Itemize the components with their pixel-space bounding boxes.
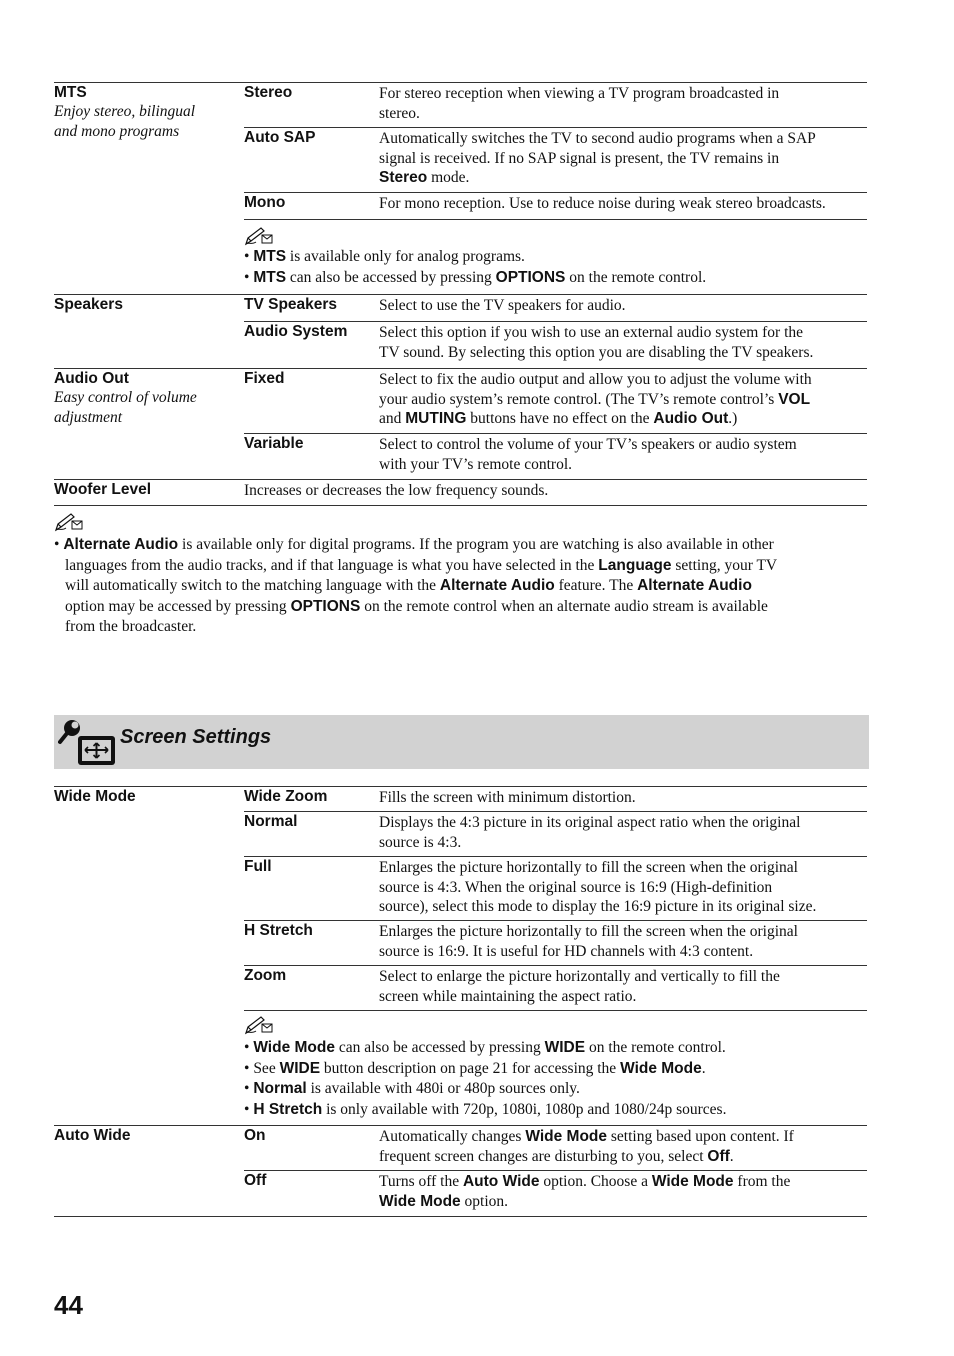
mts-group [54, 84, 195, 141]
audio-out-desc-line: Easy control of volume [54, 389, 197, 406]
option-full: Full [244, 858, 272, 875]
desc-text: option. Choose a [539, 1173, 652, 1190]
term: OPTIONS [495, 268, 566, 286]
speakers-label: Speakers [54, 296, 123, 313]
rule [244, 1010, 867, 1011]
desc-text: Turns off the [379, 1173, 463, 1190]
desc-line: stereo. [379, 104, 420, 122]
bullet: • [244, 1039, 250, 1056]
note-text: is only available with 720p, 1080i, 1080p and 1080/24p sources. [322, 1100, 727, 1118]
note-text: on the remote control. [565, 268, 707, 286]
rule [244, 192, 867, 193]
desc-line: TV sound. By selecting this option you are disabling the TV speakers. [379, 343, 814, 361]
mts-notes [244, 247, 706, 287]
term: Alternate Audio [63, 536, 179, 553]
note-text: See [253, 1059, 280, 1077]
fixed-desc [379, 370, 812, 429]
desc-text: Automatically changes [379, 1128, 526, 1145]
term: MUTING [405, 410, 467, 427]
option-wide-zoom: Wide Zoom [244, 788, 328, 805]
note-pen-icon [54, 512, 84, 532]
desc-line: Select to control the volume of your TV’s speakers or audio system [379, 436, 797, 453]
term: Wide Mode [620, 1059, 702, 1077]
rule [54, 786, 867, 787]
term: Wide Mode [379, 1192, 461, 1210]
rule [54, 479, 867, 480]
rule [54, 1216, 867, 1217]
term: Stereo [379, 169, 428, 186]
desc-text: and [379, 410, 406, 427]
desc-line: screen while maintaining the aspect ratio. [379, 987, 637, 1005]
tv-speakers-desc: Select to use the TV speakers for audio. [379, 297, 626, 314]
section-title: Screen Settings [120, 726, 272, 748]
rule [54, 505, 867, 506]
note-text: is available only for analog programs. [286, 248, 525, 265]
term: Off [707, 1147, 730, 1165]
desc-line: Displays the 4:3 picture in its original aspect ratio when the original [379, 814, 801, 831]
woofer-label: Woofer Level [54, 481, 152, 498]
desc-line: Select to enlarge the picture horizontally and vertically to fill the [379, 968, 780, 985]
desc-text: mode. [427, 169, 470, 186]
note-text: is available with 480i or 480p sources only. [306, 1080, 580, 1097]
mts-label: MTS [54, 84, 87, 101]
mts-desc-line: Enjoy stereo, bilingual [54, 103, 196, 120]
option-h-stretch: H Stretch [244, 922, 313, 939]
term: VOL [778, 390, 811, 408]
rule [244, 321, 867, 322]
note-pen-icon [244, 1015, 274, 1035]
note-text: is available only for digital programs. If the program you are watching is also available in other [178, 536, 774, 553]
desc-line: Select this option if you wish to use an external audio system for the [379, 324, 804, 341]
audio-out-desc-line: adjustment [54, 408, 123, 426]
bullet: • [244, 268, 250, 286]
desc-text: . [729, 1147, 734, 1165]
stereo-desc [379, 84, 779, 123]
term: OPTIONS [290, 597, 361, 615]
alternate-audio-note [54, 535, 869, 637]
rule [244, 920, 867, 921]
term: MTS [253, 248, 287, 265]
bullet: • [244, 1059, 250, 1077]
note-text: . [701, 1059, 706, 1077]
audio-system-desc [379, 323, 813, 362]
term: Wide Mode [651, 1173, 734, 1190]
desc-line: source is 4:3. [379, 833, 462, 851]
audio-out-group [54, 370, 197, 427]
bullet: • [244, 248, 250, 265]
rule [244, 965, 867, 966]
option-variable: Variable [244, 435, 304, 452]
option-stereo: Stereo [244, 84, 293, 101]
rule [244, 856, 867, 857]
term: Audio Out [653, 410, 729, 427]
zoom-desc [379, 967, 780, 1006]
auto-wide-label: Auto Wide [54, 1127, 131, 1144]
desc-line: source), select this mode to display the 16:9 picture in its original size. [379, 898, 817, 915]
note-text: languages from the audio tracks, and if that language is what you have selected in the [65, 556, 599, 574]
wide-zoom-desc: Fills the screen with minimum distortion. [379, 789, 636, 806]
rule [244, 219, 867, 220]
on-desc [379, 1127, 794, 1166]
desc-text: from the [733, 1173, 791, 1190]
note-text: will automatically switch to the matching language with the [65, 577, 440, 594]
wide-mode-notes [244, 1038, 726, 1119]
option-auto-sap: Auto SAP [244, 129, 316, 146]
note-text: button description on page 21 for accessing the [320, 1059, 621, 1077]
off-desc [379, 1172, 790, 1211]
rule [54, 294, 867, 295]
screen-settings-icon [58, 718, 118, 768]
bullet: • [54, 536, 60, 553]
rule [244, 1170, 867, 1171]
term: Normal [253, 1080, 307, 1097]
note-text: from the broadcaster. [65, 618, 197, 635]
desc-line: Automatically switches the TV to second audio programs when a SAP [379, 130, 816, 147]
audio-out-label: Audio Out [54, 370, 129, 387]
term: WIDE [279, 1059, 321, 1077]
desc-line: For stereo reception when viewing a TV program broadcasted in [379, 85, 780, 102]
term: Auto Wide [462, 1173, 540, 1190]
desc-text: frequent screen changes are disturbing to you, select [379, 1147, 708, 1165]
note-text: on the remote control. [585, 1039, 726, 1056]
full-desc [379, 858, 816, 917]
option-tv-speakers: TV Speakers [244, 296, 338, 313]
mts-desc-line: and mono programs [54, 122, 180, 140]
term: WIDE [544, 1039, 586, 1056]
term: Wide Mode [525, 1128, 608, 1145]
term: Alternate Audio [439, 577, 555, 594]
desc-line: Enlarges the picture horizontally to fill the screen when the original [379, 859, 798, 876]
term: H Stretch [253, 1100, 323, 1118]
rule [54, 1125, 867, 1126]
mono-desc: For mono reception. Use to reduce noise during weak stereo broadcasts. [379, 195, 826, 212]
term: MTS [253, 268, 287, 286]
page-number: 44 [54, 1290, 83, 1320]
term: Language [598, 556, 672, 574]
desc-text: .) [728, 410, 738, 427]
bullet: • [244, 1100, 250, 1118]
normal-desc [379, 813, 800, 852]
note-text: option may be accessed by pressing [65, 597, 291, 615]
note-text: can also be accessed by pressing [334, 1039, 545, 1056]
rule [54, 82, 867, 83]
rule [244, 433, 867, 434]
desc-text: your audio system’s remote control. (The TV’s remote control’s [379, 390, 779, 408]
wide-mode-label: Wide Mode [54, 788, 136, 805]
desc-text: buttons have no effect on the [466, 410, 654, 427]
option-off: Off [244, 1172, 267, 1189]
desc-line: source is 4:3. When the original source is 16:9 (High-definition [379, 878, 773, 896]
desc-line: source is 16:9. It is useful for HD channels with 4:3 content. [379, 942, 754, 960]
desc-line: Select to fix the audio output and allow you to adjust the volume with [379, 371, 812, 388]
note-text: feature. The [554, 577, 638, 594]
option-audio-system: Audio System [244, 323, 348, 340]
option-fixed: Fixed [244, 370, 285, 387]
desc-line: Enlarges the picture horizontally to fill the screen when the original [379, 923, 798, 940]
woofer-desc: Increases or decreases the low frequency sounds. [244, 482, 549, 499]
option-normal: Normal [244, 813, 298, 830]
option-on: On [244, 1127, 266, 1144]
variable-desc [379, 435, 797, 474]
note-text: can also be accessed by pressing [286, 268, 496, 286]
auto-sap-desc [379, 129, 816, 188]
option-mono: Mono [244, 194, 286, 211]
desc-text: option. [460, 1192, 509, 1210]
term: Alternate Audio [637, 577, 752, 594]
h-stretch-desc [379, 922, 798, 961]
rule [244, 127, 867, 128]
note-pen-icon [244, 226, 274, 246]
desc-text: setting based upon content. If [607, 1128, 794, 1145]
desc-line: signal is received. If no SAP signal is present, the TV remains in [379, 149, 780, 167]
option-zoom: Zoom [244, 967, 287, 984]
rule [54, 368, 867, 369]
desc-line: with your TV’s remote control. [379, 455, 573, 473]
note-text: on the remote control when an alternate audio stream is available [360, 597, 768, 615]
rule [244, 811, 867, 812]
bullet: • [244, 1080, 250, 1097]
note-text: setting, your TV [671, 556, 778, 574]
term: Wide Mode [253, 1039, 335, 1056]
